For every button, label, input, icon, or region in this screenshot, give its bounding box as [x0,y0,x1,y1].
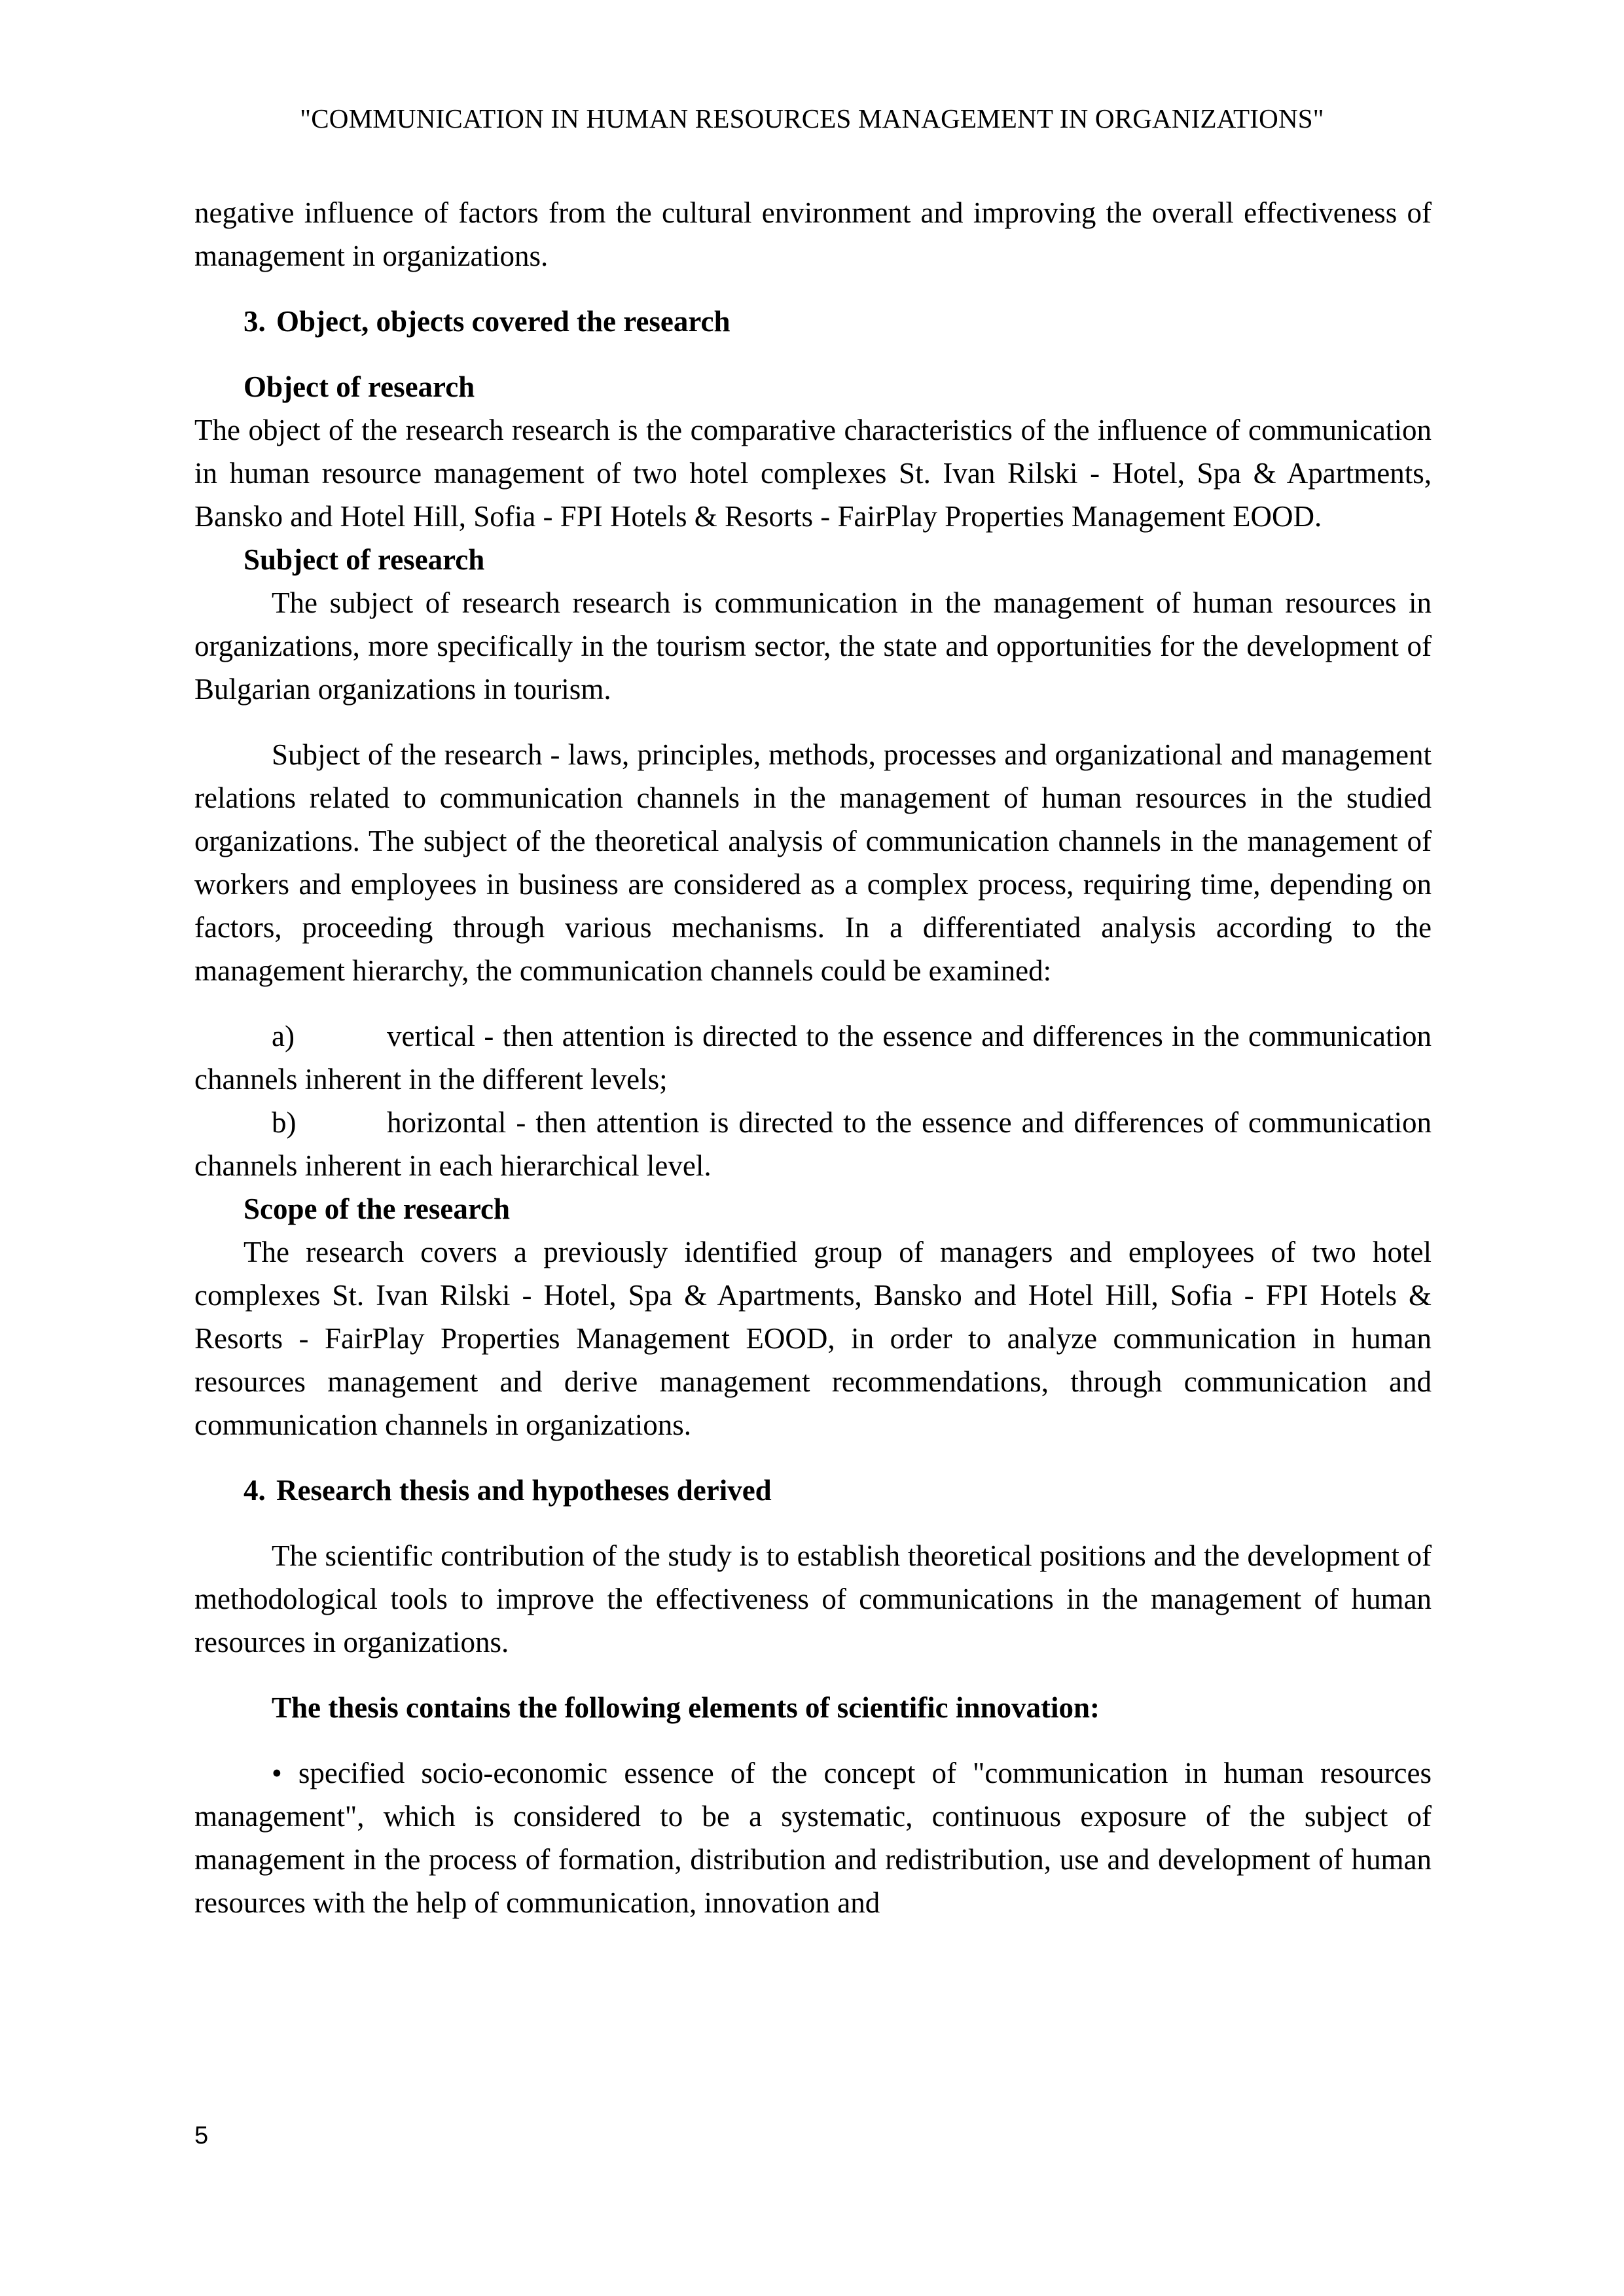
section-4-paragraph: The scientific contribution of the study is to establish theoretical positions and the development of methodological tools to improve the effectiveness of communications in the management of human resources in organizations. [194,1539,1432,1659]
list-item-a [194,1014,1432,1101]
section-4-number: 4. [244,1474,266,1507]
subject-heading: Subject of research [244,543,485,576]
page-number: 5 [194,2122,209,2149]
list-marker-a: a) [272,1020,295,1052]
scope-heading: Scope of the research [244,1193,510,1225]
list-item-b [194,1101,1432,1187]
innovation-heading: The thesis contains the following elements of scientific innovation: [272,1691,1100,1724]
section-3-title: Object, objects covered the research [276,305,731,338]
intro-paragraph: negative influence of factors from the cultural environment and improving the overall effectiveness of management in organizations. [194,196,1432,272]
document-body [194,191,1432,1924]
list-text-b: horizontal - then attention is directed to the essence and differences of communication channels inherent in each hierarchical level. [194,1106,1432,1182]
object-paragraph: The object of the research research is the comparative characteristics of the influence of communication in human resource management of two hotel complexes St. Ivan Rilski - Hotel, Spa & Apartments, Bansko and Hotel Hill, Sofia - FPI Hotels & Resorts - FairPlay Properties Management EOOD. [194,414,1432,533]
list-text-a: vertical - then attention is directed to the essence and differences in the communication channels inherent in the different levels; [194,1020,1432,1096]
object-heading: Object of research [244,370,475,403]
subject-paragraph-1: The subject of research research is communication in the management of human resources in organizations, more specifically in the tourism sector, the state and opportunities for the development of Bulgarian organizations in tourism. [194,586,1432,706]
section-4-heading [194,1469,1432,1512]
running-header: "COMMUNICATION IN HUMAN RESOURCES MANAGEMENT IN ORGANIZATIONS" [300,103,1324,134]
section-3-number: 3. [244,305,266,338]
innovation-bullet: • specified socio-economic essence of the concept of "communication in human resources management", which is considered to be a systematic, continuous exposure of the subject of management in the process of formation, distribution and redistribution, use and development of human resources with the help of communication, innovation and [194,1757,1432,1919]
section-4-title: Research thesis and hypotheses derived [276,1474,772,1507]
subject-paragraph-2: Subject of the research - laws, principles, methods, processes and organizational and management relations related to communication channels in the management of human resources in the studied organizations. The subject of the theoretical analysis of communication channels in the management of workers and employees in business are considered as a complex process, requiring time, depending on factors, proceeding through various mechanisms. In a differentiated analysis according to the management hierarchy, the communication channels could be examined: [194,738,1432,987]
scope-paragraph: The research covers a previously identified group of managers and employees of two hotel complexes St. Ivan Rilski - Hotel, Spa & Apartments, Bansko and Hotel Hill, Sofia - FPI Hotels & Resorts - FairPlay Properties Management EOOD, in order to analyze communication in human resources management and derive management recommendations, through communication and communication channels in organizations. [194,1236,1432,1441]
section-3-heading [194,300,1432,343]
list-marker-b: b) [272,1106,297,1139]
